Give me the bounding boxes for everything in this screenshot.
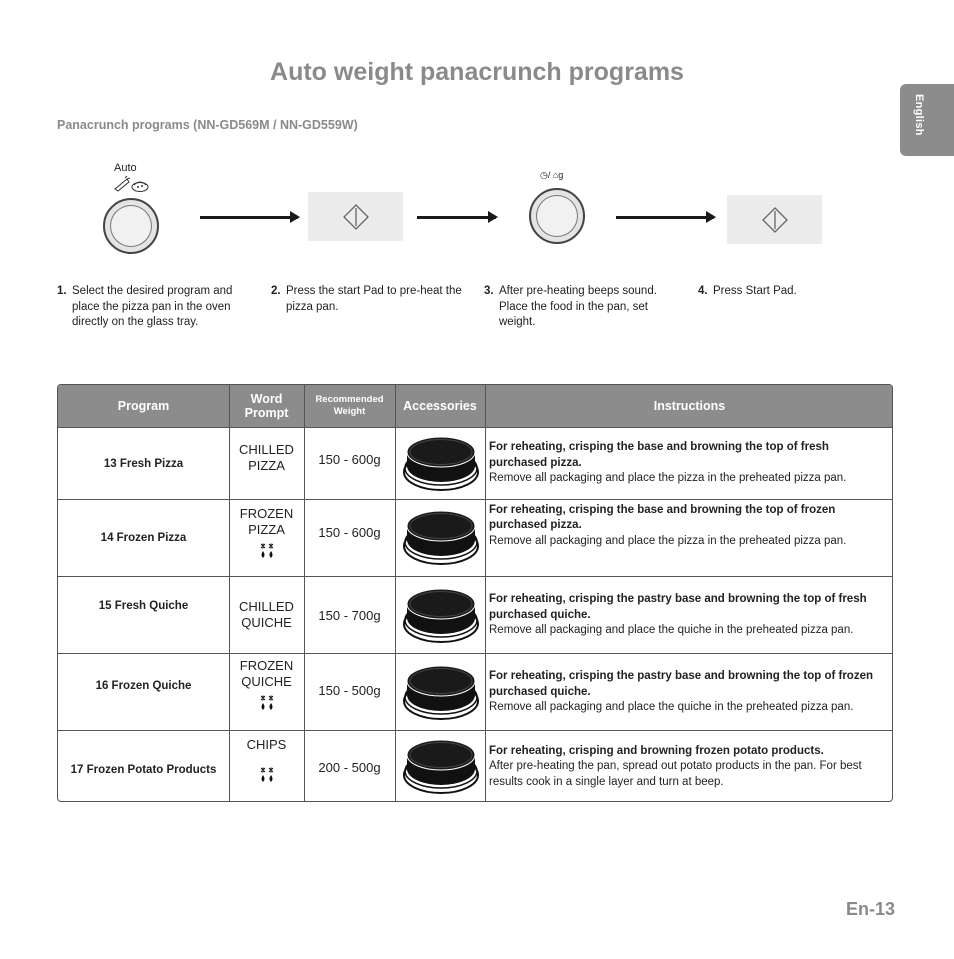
word-prompt: CHILLED PIZZA (239, 442, 294, 473)
program-name: 13 Fresh Pizza (103, 457, 184, 470)
pizza-pan-icon (401, 432, 481, 494)
program-name: 16 Frozen Quiche (95, 680, 192, 692)
auto-label: Auto (114, 162, 137, 174)
header-accessories: Accessories (403, 399, 477, 413)
instructions: For reheating, crisping the base and browning the top of frozen purchased pizza. Remove all packaging and place the pizza in the preheated pizza pan. (489, 503, 847, 547)
word-prompt: CHILLED QUICHE (239, 599, 294, 630)
start-pad-1[interactable] (308, 192, 403, 241)
recommended-weight: 150 - 600g (318, 451, 381, 467)
language-tab-label: English (913, 94, 925, 136)
start-diamond-icon (343, 204, 369, 230)
frozen-icon (258, 695, 276, 711)
instructions: For reheating, crisping the pastry base and browning the top of fresh purchased quiche. Remove all packaging and place the quiche in the preheated pizza pan. (489, 593, 867, 637)
recommended-weight: 150 - 600g (318, 524, 381, 540)
frozen-icon (258, 767, 276, 783)
program-name: 17 Frozen Potato Products (70, 764, 217, 776)
table-header (58, 385, 893, 427)
pizza-pan-icon (401, 506, 481, 568)
pizza-pan-icon (401, 584, 481, 646)
step-1: 1. Select the desired program and place the pizza pan in the oven directly on the glass tray. (57, 285, 233, 328)
arrow-1-icon (200, 216, 298, 219)
programs-table (57, 384, 893, 802)
instructions: For reheating, crisping and browning frozen potato products. After pre-heating the pan, spread out potato products in the pan. For best results cook in a single layer and turn at beep. (489, 744, 862, 788)
word-prompt: CHIPS (229, 737, 304, 783)
arrow-2-icon (417, 216, 496, 219)
start-diamond-icon (762, 207, 788, 233)
header-program: Program (117, 399, 170, 413)
arrow-3-icon (616, 216, 714, 219)
start-pad-2[interactable] (727, 195, 822, 244)
step-4: 4. Press Start Pad. (698, 285, 797, 297)
timer-weight-dial[interactable] (529, 188, 585, 244)
step-2: 2. Press the start Pad to pre-heat the pizza pan. (271, 285, 462, 313)
instructions: For reheating, crisping the pastry base and browning the top of frozen purchased quiche. Remove all packaging and place the quiche in the preheated pizza pan. (489, 670, 874, 714)
word-prompt: FROZEN PIZZA (229, 506, 304, 559)
auto-dial[interactable] (103, 198, 159, 254)
instructions: For reheating, crisping the base and browning the top of fresh purchased pizza. Remove all packaging and place the pizza in the preheated pizza pan. (489, 441, 847, 485)
word-prompt: FROZEN QUICHE (229, 658, 304, 711)
header-word-prompt: Word Prompt (244, 392, 289, 420)
timer-weight-label: ◷/ ⌂g (540, 170, 564, 180)
section-subtitle: Panacrunch programs (NN-GD569M / NN-GD559W) (57, 118, 358, 132)
program-name: 14 Frozen Pizza (100, 532, 187, 544)
food-icon (113, 175, 151, 193)
language-tab (900, 84, 954, 156)
pizza-pan-icon (401, 661, 481, 723)
recommended-weight: 150 - 500g (318, 682, 381, 698)
header-weight: Recommended Weight (315, 394, 384, 417)
step-3: 3. After pre-heating beeps sound. Place the food in the pan, set weight. (484, 285, 657, 328)
page-title: Auto weight panacrunch programs (270, 58, 684, 86)
frozen-icon (258, 543, 276, 559)
program-name: 15 Fresh Quiche (98, 600, 189, 612)
page-number: En-13 (845, 899, 895, 919)
header-instructions: Instructions (653, 399, 726, 413)
recommended-weight: 200 - 500g (318, 759, 381, 775)
recommended-weight: 150 - 700g (318, 608, 381, 623)
pizza-pan-icon (401, 735, 481, 797)
